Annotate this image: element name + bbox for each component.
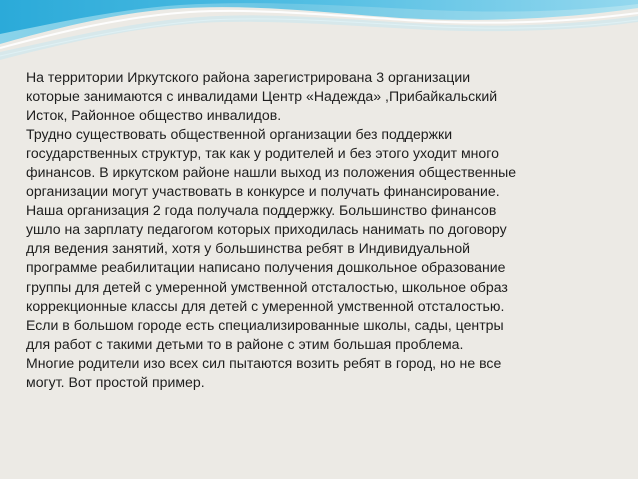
text-line: ушло на зарплату педагогом которых приходилась нанимать по договору	[26, 221, 507, 238]
text-line: Исток, Районное общество инвалидов.	[26, 107, 282, 124]
text-line: организации могут участвовать в конкурсе и получать финансирование.	[26, 183, 500, 200]
text-line: Наша организация 2 года получала поддержку. Большинство финансов	[26, 202, 497, 219]
text-line: которые занимаются с инвалидами Центр «Надежда» ,Прибайкальский	[26, 88, 498, 105]
text-line: для работ с такими детьми то в районе с этим большая проблема.	[26, 335, 464, 352]
text-line: могут. Вот простой пример.	[26, 373, 205, 390]
text-line: программе реабилитации написано получения дошкольное образование	[26, 259, 506, 276]
body-text	[26, 68, 626, 392]
text-line: На территории Иркутского района зарегистрирована 3 организации	[26, 69, 471, 85]
text-line: для ведения занятий, хотя у большинства ребят в Индивидуальной	[26, 240, 471, 257]
header-wave-decoration	[0, 0, 638, 70]
text-line: Если в большом городе есть специализированные школы, сады, центры	[26, 316, 504, 333]
text-line: государственных структур, так как у родителей и без этого уходит много	[26, 145, 499, 162]
text-line: финансов. В иркутском районе нашли выход из положения общественные	[26, 164, 517, 181]
text-line: коррекционные классы для детей с умеренной умственной отсталостью.	[26, 297, 505, 314]
text-line: группы для детей с умеренной умственной отсталостью, школьное образ	[26, 278, 508, 295]
text-line: Трудно существовать общественной организации без поддержки	[26, 126, 453, 143]
text-line: Многие родители изо всех сил пытаются возить ребят в город, но не все	[26, 354, 502, 371]
